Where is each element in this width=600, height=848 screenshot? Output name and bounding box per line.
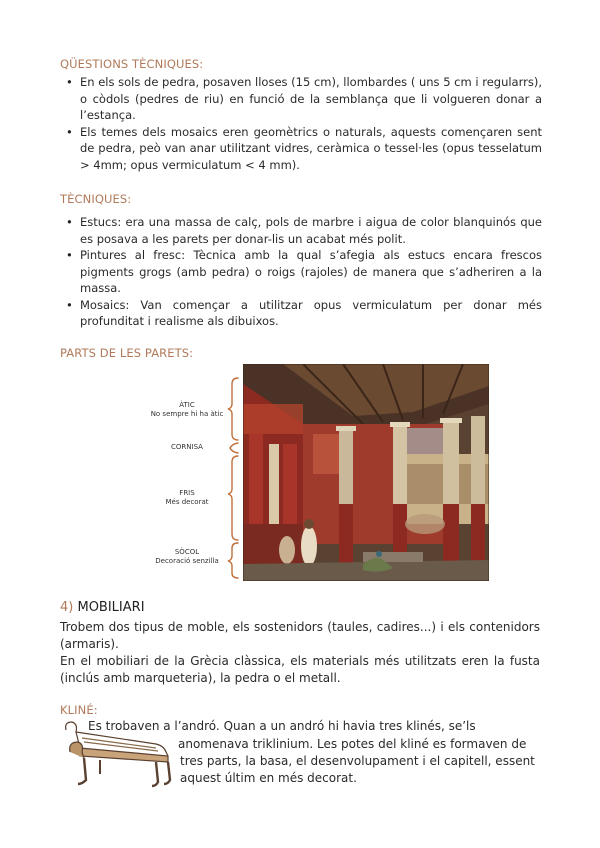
- kline-text-line: tres parts, la basa, el desenvolupament i el capitell, essent: [180, 754, 535, 768]
- pompeian-interior-image: [243, 364, 489, 581]
- bracket-cornisa: [230, 443, 238, 453]
- list-item: • Mosaics: Van començar a utilitzar opus vermiculatum per donar més profunditat i realisme als dibuixos.: [60, 297, 542, 330]
- label-socol-title: SÒCOL: [174, 548, 200, 556]
- label-socol: [140, 548, 234, 566]
- bracket-socol: [228, 543, 238, 578]
- label-atic-title: ÀTIC: [179, 401, 195, 409]
- kline-text-line: aquest últim en més decorat.: [180, 771, 357, 785]
- list-item: • En els sols de pedra, posaven lloses (15 cm), llombardes ( uns 5 cm i regularrs), o còdols (pedres de riu) en funció de la semblança que li volgueren donar a l’estança.: [60, 74, 542, 124]
- list-item: • Els temes dels mosaics eren geomètrics o naturals, aquests començaren sent de pedra, peò van anar utilitzant vidres, ceràmica o tessel·les (opus tesselatum > 4mm; opus vermiculatum < 4 mm).: [60, 124, 542, 174]
- label-fris-note: Més decorat: [165, 498, 209, 506]
- bracket-fris: [228, 456, 238, 540]
- label-fris: [140, 489, 234, 507]
- questions-heading: QÜESTIONS TÈCNIQUES:: [60, 57, 204, 71]
- kline-heading: KLINÉ:: [60, 703, 98, 717]
- furniture-section-title: [60, 600, 145, 615]
- label-fris-title: FRIS: [179, 489, 195, 497]
- label-atic: [140, 401, 234, 419]
- furniture-paragraph-1: Trobem dos tipus de moble, els sostenidors (taules, cadires...) i els contenidors (armaris).: [60, 620, 540, 651]
- techniques-heading: TÈCNIQUES:: [60, 192, 132, 206]
- bracket-atic: [228, 378, 238, 440]
- wall-part-brackets: [226, 374, 244, 584]
- kline-text-line: anomenava triklinium. Les potes del kliné es formaven de: [178, 737, 527, 751]
- label-cornisa: CORNISA: [171, 443, 203, 451]
- questions-list: [60, 74, 542, 173]
- section-title-text: MOBILIARI: [77, 600, 145, 615]
- label-socol-note: Decoració senzilla: [155, 557, 219, 565]
- label-atic-note: No sempre hi ha àtic: [150, 410, 224, 418]
- techniques-list: [60, 214, 542, 330]
- section-number: 4): [60, 600, 74, 615]
- kline-text-line: Es trobaven a l’andró. Quan a un andró hi havia tres klinés, se’ls: [88, 719, 476, 733]
- walls-heading: PARTS DE LES PARETS:: [60, 346, 194, 360]
- list-item: • Estucs: era una massa de calç, pols de marbre i aigua de color blanquinós que es posava a les parets per donar-lis un acabat més polit.: [60, 214, 542, 247]
- furniture-paragraph-2: En el mobiliari de la Grècia clàssica, els materials més utilitzats eren la fusta (inclús amb marqueteria), la pedra o el metall.: [60, 654, 540, 685]
- list-item: • Pintures al fresc: Tècnica amb la qual s’afegia als estucs encara frescos pigments grogs (amb pedra) o roigs (rajoles) de manera que s’adheriren a la massa.: [60, 247, 542, 297]
